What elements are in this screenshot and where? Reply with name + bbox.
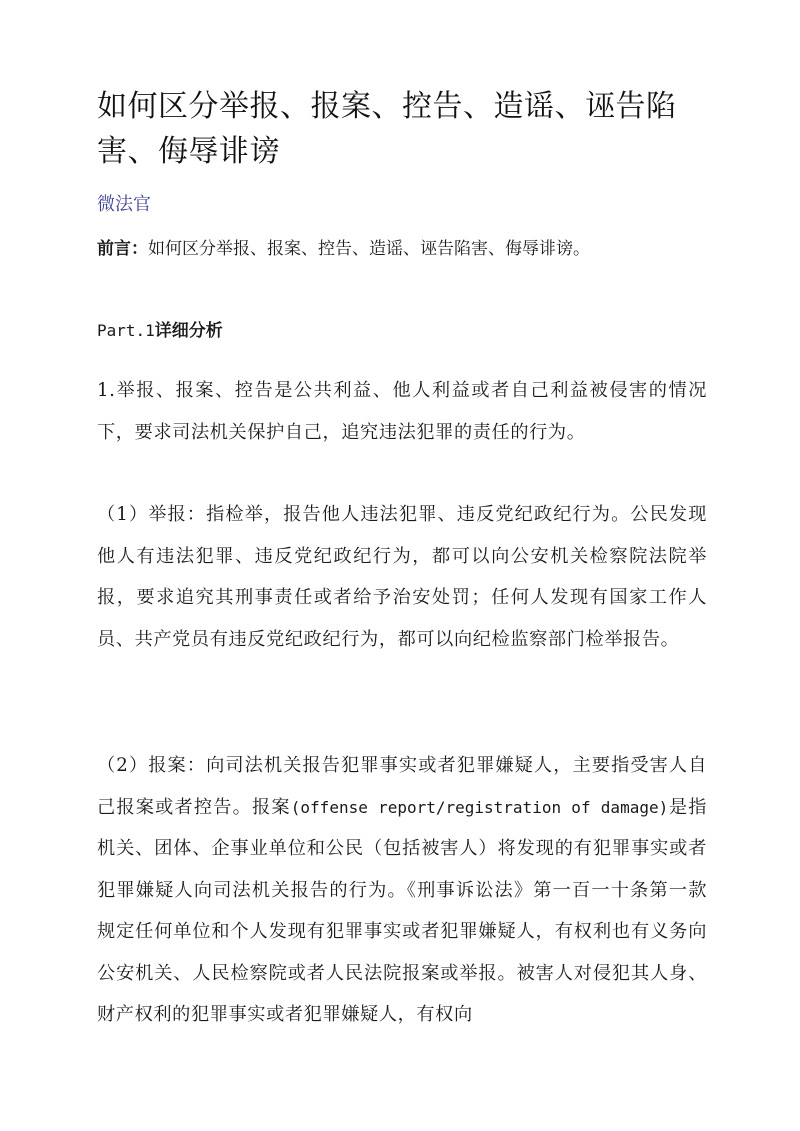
section-title: 详细分析 (154, 321, 223, 341)
paragraph-1: 1.举报、报案、控告是公共利益、他人利益或者自己利益被侵害的情况下，要求司法机关保护自己，追究违法犯罪的责任的行为。 (97, 380, 707, 443)
section-prefix: Part.1 (97, 321, 155, 340)
paragraph-2: （1）举报：指检举，报告他人违法犯罪、违反党纪政纪行为。公民发现他人有违法犯罪、违反党纪政纪行为，都可以向公安机关检察院法院举报，要求追究其刑事责任或者给予治安处罚；任何人发现有国家工作人员、共产党员有违反党纪政纪行为，都可以向纪检监察部门检举报告。 (97, 504, 707, 650)
preface-text: 如何区分举报、报案、控告、造谣、诬告陷害、侮辱诽谤。 (148, 239, 590, 259)
author-link[interactable]: 微法官 (97, 194, 151, 215)
paragraph-3-part-2: 是指机关、团体、企事业单位和公民（包括被害人）将发现的有犯罪事实或者犯罪嫌疑人向司法机关报告的行为。《刑事诉讼法》第一百一十条第一款 规定任何单位和个人发现有犯罪事实或者犯罪嫌疑人，有权利也有义务向公安机关、人民检察院或者人民法院报案或举报。被害人对侵犯其人身、财产权利的犯罪事实或者犯罪嫌疑人，有权向 (97, 796, 707, 1026)
section-heading (97, 318, 223, 344)
preface-label: 前言： (97, 239, 148, 259)
paragraph-3 (97, 745, 707, 1036)
paragraph-3-part-1: （2）报案：向司法机关报告犯罪事实或者犯罪嫌疑人，主要指受害人自己报案或者控告。报案 (97, 755, 707, 818)
paragraph-3-english-term: (offense report/registration of damage) (290, 797, 669, 817)
document-title: 如何区分举报、报案、控告、造谣、诬告陷害、侮辱诽谤 (97, 89, 677, 169)
preface (97, 236, 717, 262)
